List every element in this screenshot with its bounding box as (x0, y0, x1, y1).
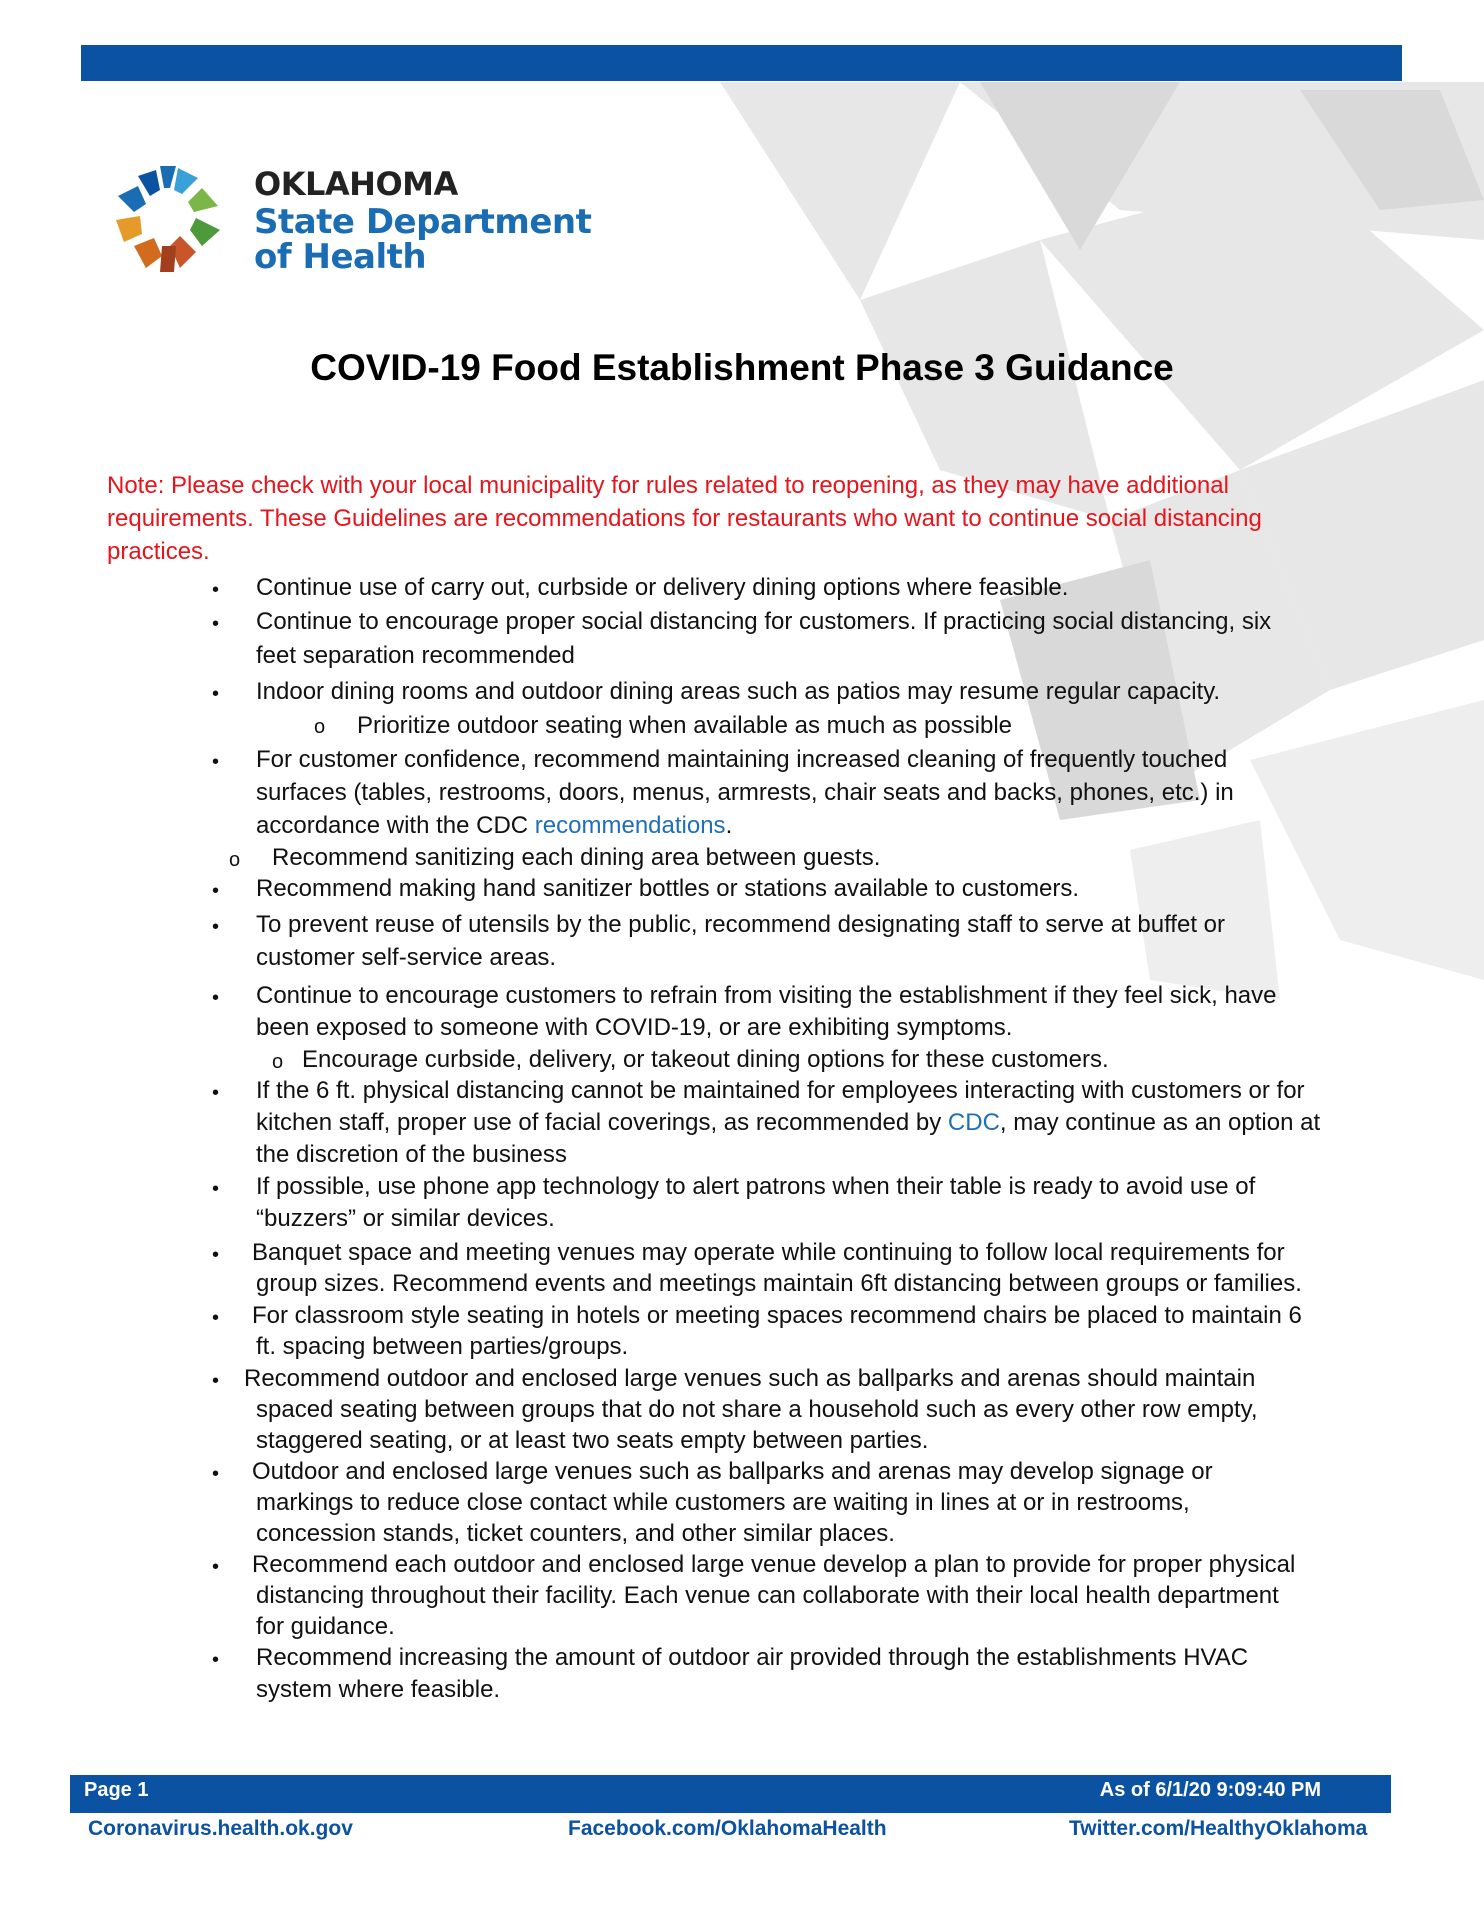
star-logo-icon (98, 148, 238, 288)
logo-of-health-text: of Health (254, 237, 427, 277)
sub-list-item: Recommend sanitizing each dining area between guests. (272, 844, 881, 871)
list-item: Banquet space and meeting venues may operate while continuing to follow local requirements for (252, 1239, 1285, 1266)
list-item: Continue to encourage proper social distancing for customers. If practicing social distancing, six (256, 608, 1272, 635)
coronavirus-website-link[interactable]: Coronavirus.health.ok.gov (88, 1817, 353, 1840)
list-item: Recommend each outdoor and enclosed large venue develop a plan to provide for proper physical (252, 1551, 1296, 1578)
list-item: Recommend making hand sanitizer bottles or stations available to customers. (256, 875, 1080, 902)
list-item: group sizes. Recommend events and meetings maintain 6ft distancing between groups or families. (256, 1270, 1302, 1297)
list-item: Outdoor and enclosed large venues such as ballparks and arenas may develop signage or (252, 1458, 1213, 1485)
sub-list-item: Prioritize outdoor seating when available as much as possible (357, 712, 1013, 739)
bullet-marker: • (212, 1244, 220, 1266)
list-item: distancing throughout their facility. Each venue can collaborate with their local health department (256, 1582, 1279, 1609)
cdc-line-end: . (725, 812, 733, 839)
logo-oklahoma-text: OKLAHOMA (254, 165, 458, 203)
list-item: Recommend outdoor and enclosed large venues such as ballparks and arenas should maintain (244, 1365, 1256, 1392)
bullet-marker: • (212, 579, 220, 601)
list-item: feet separation recommended (256, 642, 575, 669)
note-paragraph: Note: Please check with your local municipality for rules related to reopening, as they may have additional requirements. These Guidelines are recommendations for restaurants who want to continue social distancing practices. (107, 472, 1262, 565)
bullet-marker: • (212, 1370, 220, 1392)
bullet-marker: • (212, 880, 220, 902)
list-item: spaced seating between groups that do not share a household such as every other row empty, (256, 1396, 1258, 1423)
list-item: To prevent reuse of utensils by the public, recommend designating staff to serve at buffet or (256, 911, 1225, 938)
list-item: the discretion of the business (256, 1141, 567, 1168)
list-item: customer self-service areas. (256, 944, 557, 971)
bullet-marker: • (212, 613, 220, 635)
list-item: If the 6 ft. physical distancing cannot be maintained for employees interacting with customers or for (256, 1077, 1305, 1104)
list-item: for guidance. (256, 1613, 395, 1640)
top-header-bar (81, 45, 1402, 81)
footer-bar (70, 1775, 1391, 1813)
sub-bullet-marker: o (314, 716, 326, 738)
bullet-marker: • (212, 1178, 220, 1200)
as-of-date: As of 6/1/20 9:09:40 PM (1099, 1779, 1321, 1801)
bullet-marker: • (212, 1307, 220, 1329)
bullet-marker: • (212, 987, 220, 1009)
list-item: staggered seating, or at least two seats empty between parties. (256, 1427, 929, 1454)
bullet-marker: • (212, 1649, 220, 1671)
list-item: If possible, use phone app technology to alert patrons when their table is ready to avoid use of (256, 1173, 1256, 1200)
bullet-marker: • (212, 1556, 220, 1578)
list-item: Continue to encourage customers to refrain from visiting the establishment if they feel sick, have (256, 982, 1277, 1009)
list-item: markings to reduce close contact while customers are waiting in lines at or in restrooms, (256, 1489, 1190, 1516)
list-item: Recommend increasing the amount of outdoor air provided through the establishments HVAC (256, 1644, 1249, 1671)
list-item-kitchen-cdc (256, 1108, 1320, 1138)
bullet-marker: • (212, 683, 220, 705)
list-item: “buzzers” or similar devices. (256, 1205, 555, 1232)
list-item: been exposed to someone with COVID-19, or are exhibiting symptoms. (256, 1014, 1013, 1041)
cdc-link[interactable]: CDC (947, 1109, 1000, 1136)
twitter-link[interactable]: Twitter.com/HealthyOklahoma (1069, 1817, 1368, 1840)
cdc-line-text: accordance with the CDC (256, 812, 535, 839)
kitchen-line-end: , may continue as an option at (999, 1109, 1321, 1136)
list-item: ft. spacing between parties/groups. (256, 1333, 629, 1360)
logo-state-department-text: State Department (254, 202, 592, 242)
list-item: For classroom style seating in hotels or meeting spaces recommend chairs be placed to maintain 6 (252, 1302, 1302, 1329)
bullet-marker: • (212, 751, 220, 773)
bullet-marker: • (212, 916, 220, 938)
sub-list-item: Encourage curbside, delivery, or takeout dining options for these customers. (302, 1046, 1109, 1073)
oklahoma-state-department-of-health-logo (98, 148, 598, 288)
facebook-link[interactable]: Facebook.com/OklahomaHealth (568, 1817, 887, 1840)
list-item: surfaces (tables, restrooms, doors, menus, armrests, chair seats and backs, phones, etc.) in (256, 779, 1234, 806)
bullet-marker: • (212, 1082, 220, 1104)
list-item: system where feasible. (256, 1676, 501, 1703)
page-title: COVID-19 Food Establishment Phase 3 Guidance (310, 347, 1174, 388)
cdc-recommendations-link[interactable]: recommendations (534, 812, 726, 839)
list-item: concession stands, ticket counters, and other similar places. (256, 1520, 895, 1547)
list-item: For customer confidence, recommend maintaining increased cleaning of frequently touched (256, 746, 1228, 773)
page-number: Page 1 (84, 1779, 149, 1801)
kitchen-line-text: kitchen staff, proper use of facial coverings, as recommended by (256, 1109, 948, 1136)
bullet-marker: • (212, 1463, 220, 1485)
list-item-cdc-recommendations (256, 811, 732, 841)
sub-bullet-marker: o (272, 1051, 284, 1073)
list-item: Indoor dining rooms and outdoor dining areas such as patios may resume regular capacity. (256, 678, 1221, 705)
sub-bullet-marker: o (229, 849, 241, 871)
list-item: Continue use of carry out, curbside or delivery dining options where feasible. (256, 574, 1069, 601)
